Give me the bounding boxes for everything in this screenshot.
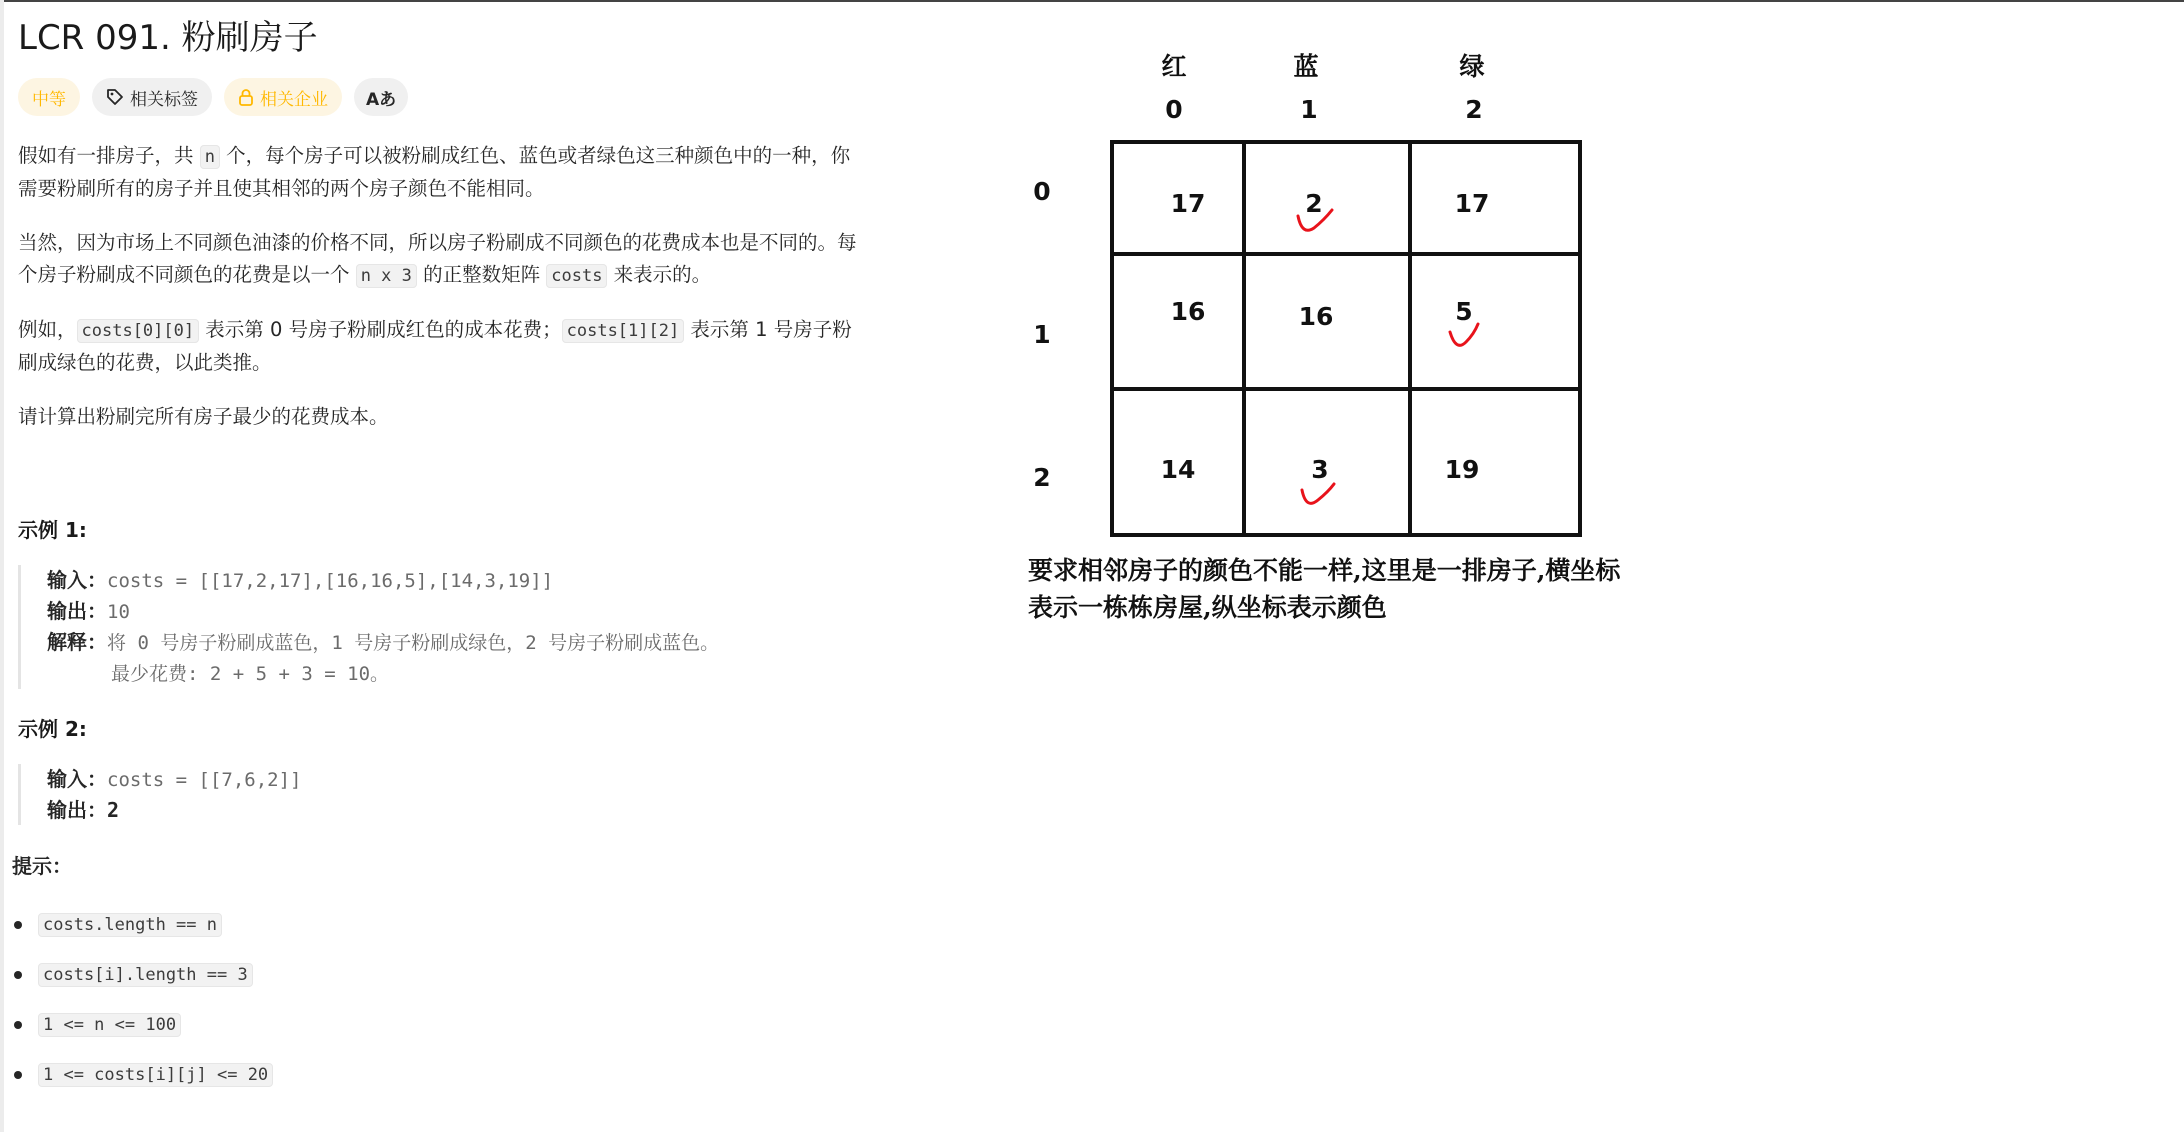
cell-0-0: 17 — [1170, 189, 1206, 218]
example-2-block — [18, 764, 887, 825]
explain-line-2: 最少花费: 2 + 5 + 3 = 10。 — [111, 663, 390, 685]
hint-code: 1 <= n <= 100 — [38, 1013, 181, 1037]
related-tags-button[interactable] — [92, 78, 212, 116]
desc3-text-a: 表示第 0 号房子粉刷成红色的成本花费； — [199, 318, 562, 341]
bullet — [14, 1071, 22, 1079]
cell-1-1: 16 — [1298, 302, 1334, 331]
explain-line-1: 将 0 号房子粉刷成蓝色，1 号房子粉刷成绿色，2 号房子粉刷成蓝色。 — [107, 632, 720, 654]
row-index-2: 2 — [1033, 463, 1051, 492]
list-item — [10, 1050, 273, 1100]
output-value: 2 — [107, 798, 120, 822]
col-color-green: 绿 — [1459, 52, 1485, 81]
cell-0-2: 17 — [1454, 189, 1490, 218]
desc2-text-a: 当然，因为市场上不同颜色油漆的价格不同，所以房子粉刷成不同颜色的花费成本也是不同的。每个房子粉刷成不同颜色的花费是以一个 — [18, 231, 857, 286]
cell-2-2: 19 — [1444, 455, 1480, 484]
check-mark-icon — [1450, 324, 1478, 345]
input-value: costs = [[7,6,2]] — [107, 769, 302, 791]
hints-list — [10, 900, 273, 1100]
cell-1-0: 16 — [1170, 297, 1206, 326]
check-mark-icon — [1302, 484, 1334, 503]
lock-icon — [238, 88, 254, 106]
desc2-code-matrix: n x 3 — [356, 264, 417, 288]
example-1-explain-cont — [47, 658, 887, 689]
description-paragraph-4: 请计算出粉刷完所有房子最少的花费成本。 — [18, 405, 389, 428]
translate-icon: Aあ — [366, 89, 397, 110]
col-index-0: 0 — [1165, 95, 1183, 124]
problem-description-panel — [0, 0, 880, 1132]
hint-code: costs.length == n — [38, 913, 222, 937]
bullet — [14, 1021, 22, 1029]
col-color-red: 红 — [1161, 52, 1187, 81]
example-1-output — [47, 596, 887, 627]
cell-2-1: 3 — [1311, 455, 1329, 484]
desc3-code-b: costs[1][2] — [562, 319, 685, 343]
cell-2-0: 14 — [1160, 455, 1196, 484]
example-1-block — [18, 565, 887, 689]
example-1-heading: 示例 1: — [18, 518, 87, 542]
description-paragraph-1 — [18, 140, 858, 205]
desc2-text-b: 的正整数矩阵 — [416, 263, 547, 286]
col-index-1: 1 — [1300, 95, 1318, 124]
tag-row — [18, 78, 408, 116]
translate-button[interactable] — [354, 78, 408, 116]
figure-annotation — [1028, 552, 1748, 626]
problem-title[interactable]: LCR 091. 粉刷房子 — [18, 18, 318, 58]
cell-0-1: 2 — [1305, 189, 1323, 218]
desc1-text-b: 个，每个房子可以被粉刷成红色、蓝色或者绿色这三种颜色中的一种，你需要粉刷所有的房子并且使其相邻的两个房子颜色不能相同。 — [18, 144, 851, 200]
explain-label: 解释： — [47, 630, 107, 654]
input-value: costs = [[17,2,17],[16,16,5],[14,3,19]] — [107, 570, 554, 592]
annotation-line-2: 表示一栋栋房屋,纵坐标表示颜色 — [1028, 593, 1387, 622]
related-companies-button[interactable] — [224, 78, 342, 116]
description-paragraph-2 — [18, 227, 858, 292]
cell-1-2: 5 — [1455, 297, 1473, 326]
example-2-input — [47, 764, 887, 795]
desc2-text-c: 来表示的。 — [607, 263, 712, 286]
desc3-text-pre: 例如， — [18, 318, 77, 341]
col-color-blue: 蓝 — [1293, 52, 1319, 81]
example-2-output — [47, 795, 887, 825]
hints-heading: 提示： — [12, 854, 72, 878]
list-item — [10, 950, 273, 1000]
list-item — [10, 1000, 273, 1050]
bullet — [14, 971, 22, 979]
output-label: 输出： — [47, 798, 107, 822]
difficulty-label: 中等 — [32, 89, 66, 110]
desc1-text-a: 假如有一排房子，共 — [18, 144, 200, 167]
row-index-0: 0 — [1033, 177, 1051, 206]
hint-code: 1 <= costs[i][j] <= 20 — [38, 1063, 273, 1087]
cost-matrix-figure — [1010, 40, 1810, 640]
desc3-code-a: costs[0][0] — [77, 319, 200, 343]
example-2-heading: 示例 2: — [18, 717, 87, 741]
example-1-input — [47, 565, 887, 596]
output-value: 10 — [107, 601, 130, 623]
input-label: 输入： — [47, 767, 107, 791]
desc1-code-n: n — [200, 145, 220, 169]
related-tags-label: 相关标签 — [130, 89, 198, 110]
annotation-line-1: 要求相邻房子的颜色不能一样,这里是一排房子,横坐标 — [1028, 556, 1621, 585]
related-companies-label: 相关企业 — [260, 89, 328, 110]
list-item — [10, 900, 273, 950]
output-label: 输出： — [47, 599, 107, 623]
difficulty-badge — [18, 78, 80, 116]
input-label: 输入： — [47, 568, 107, 592]
panel-left-edge — [0, 0, 4, 1132]
col-index-2: 2 — [1465, 95, 1483, 124]
description-paragraph-3 — [18, 314, 858, 379]
desc2-code-costs: costs — [546, 264, 607, 288]
example-1-explain — [47, 627, 887, 658]
desc3-text-b: 表示第 1 号房子粉刷成绿色的花费，以此类推。 — [18, 318, 852, 374]
row-index-1: 1 — [1033, 320, 1051, 349]
tag-icon — [106, 88, 124, 106]
hint-code: costs[i].length == 3 — [38, 963, 253, 987]
bullet — [14, 921, 22, 929]
